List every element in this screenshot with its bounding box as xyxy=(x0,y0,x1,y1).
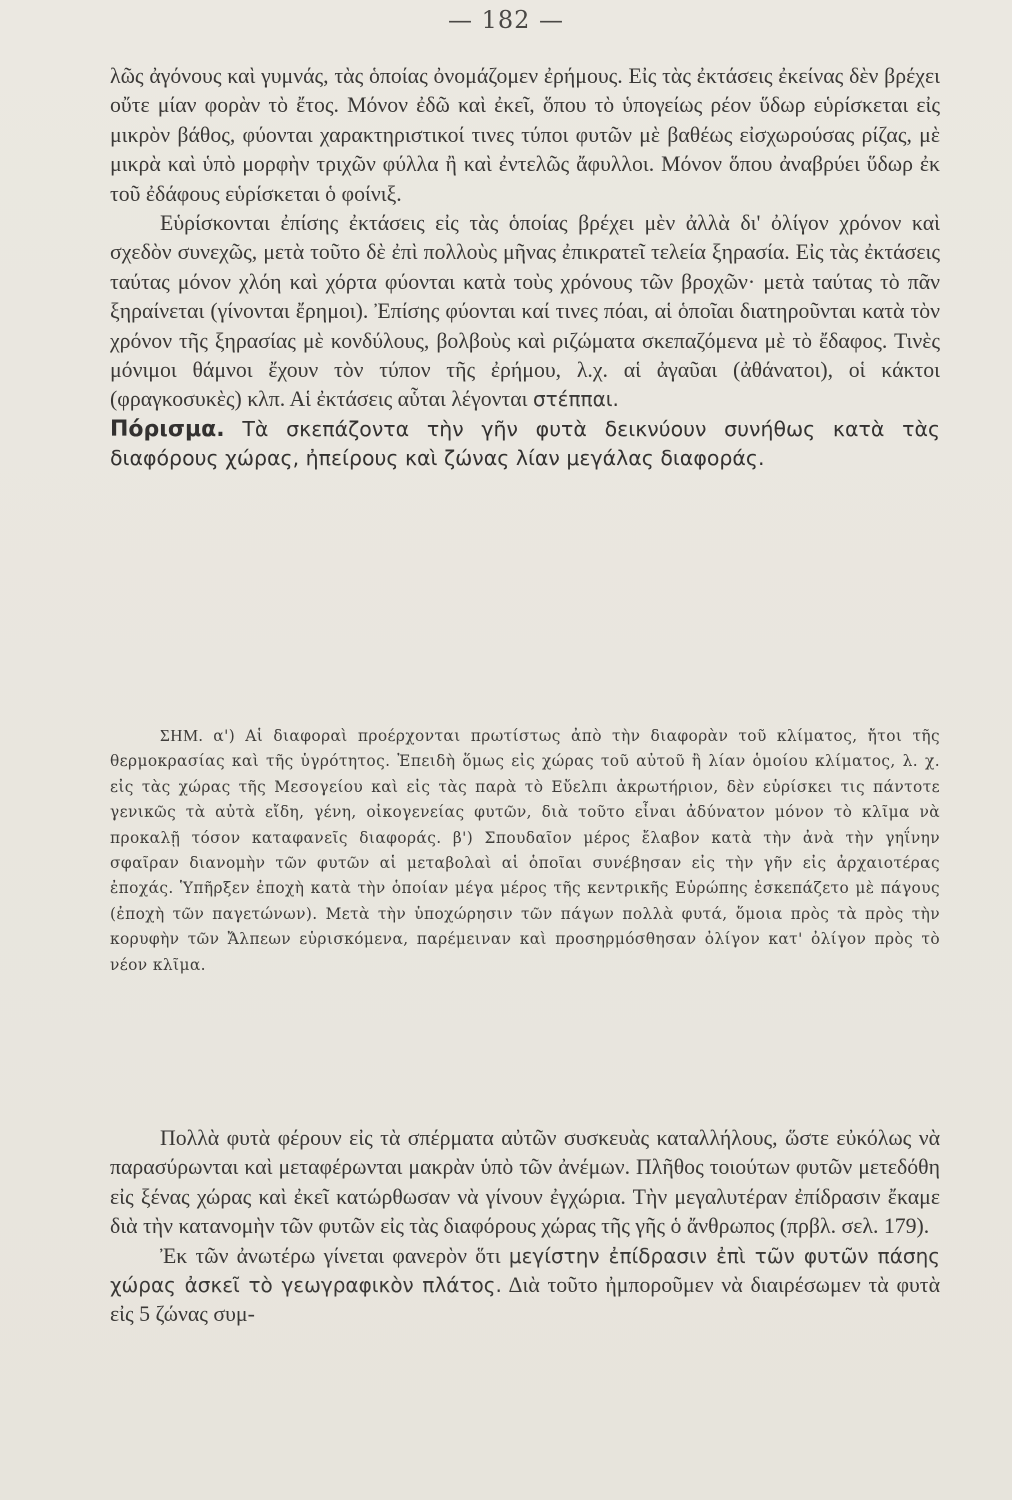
note-text: α') Αἱ διαφοραὶ προέρχονται πρωτίστως ἀπὸ τὴν διαφορὰν τοῦ κλίματος, ἤτοι τῆς θερμοκρασίας καὶ τῆς ὑγρότητος. Ἐπειδὴ ὅμως εἰς χώρας τοῦ αὐτοῦ ἢ λίαν ὁμοίου κλίματος, λ. χ. εἰς τὰς χώρας τῆς Μεσογείου καὶ εἰς τὰς παρὰ τὸ Εὔελπι ἀκρωτήριον, δὲν εὑρίσκει τις πάντοτε γενικῶς τὰ αὐτὰ εἴδη, γένη, οἰκογενείας φυτῶν, διὰ τοῦτο εἶναι ἀδύνατον μόνον τὸ κλῖμα νὰ προκαλῇ τόσον καταφανεῖς διαφοράς. β') Σπουδαῖον μέρος ἔλαβον κατὰ τὴν ἀνὰ τὴν γηΐνην σφαῖραν διανομὴν τῶν φυτῶν αἱ μεταβολαὶ αἱ ὁποῖαι συνέβησαν εἰς τὴν γῆν εἰς ἀρχαιοτέρας ἐποχάς. Ὑπῆρξεν ἐποχὴ κατὰ τὴν ὁποίαν μέγα μέρος τῆς κεντρικῆς Εὐρώπης ἐσκεπάζετο μὲ πάγους (ἐποχὴ τῶν παγετώνων). Μετὰ τὴν ὑποχώρησιν τῶν πάγων πολλὰ φυτά, ὅμοια πρὸς τὰ πρὸς τὴν κορυφὴν τῶν Ἄλπεων εὑρισκόμενα, παρέμειναν καὶ προσηρμόσθησαν ὀλίγον κατ' ὀλίγον πρὸς τὸ νέον κλῖμα. xyxy=(110,727,940,974)
note xyxy=(110,723,940,978)
corollary-text: Τὰ σκεπάζοντα τὴν γῆν φυτὰ δεικνύουν συνήθως κατὰ τὰς διαφόρους χώρας, ἠπείρους καὶ ζώνας λίαν μεγάλας διαφοράς. xyxy=(110,416,940,471)
paragraph-deserts: λῶς ἀγόνους καὶ γυμνάς, τὰς ὁποίας ὀνομάζομεν ἐρήμους. Εἰς τὰς ἐκτάσεις ἐκείνας δὲν βρέχει οὔτε μίαν φορὰν τὸ ἔτος. Μόνον ἐδῶ καὶ ἐκεῖ, ὅπου τὸ ὑπογείως ρέον ὕδωρ εὑρίσκεται εἰς μικρὸν βάθος, φύονται χαρακτηριστικοί τινες τύποι φυτῶν μὲ βαθέως εἰσχωρούσας ρίζας, μὲ μικρὰ καὶ ὑπὸ μορφὴν τριχῶν φύλλα ἢ καὶ ἐντελῶς ἄφυλλοι. Μόνον ὅπου ἀναβρύει ὕδωρ ἐκ τοῦ ἐδάφους εὑρίσκεται ὁ φοίνιξ. xyxy=(110,64,940,206)
note-block xyxy=(110,723,940,978)
corollary-label: Πόρισμα. xyxy=(110,416,225,442)
paragraph-latitude xyxy=(110,1242,940,1330)
paragraph-steppes-text: Εὑρίσκονται ἐπίσης ἐκτάσεις εἰς τὰς ὁποίας βρέχει μὲν ἀλλὰ δι' ὀλίγον χρόνον καὶ σχεδὸν συνεχῶς, μετὰ τοῦτο δὲ ἐπὶ πολλοὺς μῆνας ἐπικρατεῖ τελεία ξηρασία. Εἰς τὰς ἐκτάσεις ταύτας μόνον χλόη καὶ χόρτα φύονται κατὰ τοὺς χρόνους τῶν βροχῶν· μετὰ ταύτας τὸ πᾶν ξηραίνεται (γίνονται ἔρημοι). Ἐπίσης φύονται καί τινες πόαι, αἱ ὁποῖαι διατηροῦνται κατὰ τὸν χρόνον τῆς ξηρασίας μὲ κονδύλους, βολβοὺς καὶ ριζώματα σκεπαζόμενα μὲ τὸ ἔδαφος. Τινὲς μόνιμοι θάμνοι ἔχουν τὸν τύπον τῆς ἐρήμου, λ.χ. αἱ ἀγαῦαι (ἀθάνατοι), οἱ κάκτοι (φραγκοσυκὲς) κλπ. Αἱ ἐκτάσεις αὗται λέγονται xyxy=(110,211,940,412)
page-number: — 182 — xyxy=(447,6,565,34)
latitude-emphasis: μεγίστην ἐπίδρασιν ἐπὶ τῶν φυτῶν πάσης χώρας ἀσκεῖ τὸ γεωγραφικὸν πλάτος. xyxy=(110,1243,940,1298)
note-label: ΣΗΜ. xyxy=(160,726,204,745)
paragraph-seed-dispersal: Πολλὰ φυτὰ φέρουν εἰς τὰ σπέρματα αὐτῶν συσκευὰς καταλλήλους, ὥστε εὐκόλως νὰ παρασύρωνται καὶ μεταφέρωνται μακρὰν ὑπὸ τῶν ἀνέμων. Πλῆθος τοιούτων φυτῶν μετεδόθη εἰς ξένας χώρας καὶ ἐκεῖ κατώρθωσαν νὰ γίνουν ἐγχώρια. Τὴν μεγαλυτέραν ἐπίδρασιν ἔκαμε διὰ τὴν κατανομὴν τῶν φυτῶν εἰς τὰς διαφόρους χώρας τῆς γῆς ὁ ἄνθρωπος (πρβλ. σελ. 179). xyxy=(110,1126,940,1239)
paragraph-latitude-lead: Ἐκ τῶν ἀνωτέρω γίνεται φανερὸν ὅτι xyxy=(160,1243,501,1268)
text-block-lower xyxy=(110,1124,940,1330)
paragraph-latitude-tail: Διὰ τοῦτο ἠμποροῦμεν νὰ διαιρέσωμεν τὰ φυτὰ εἰς 5 ζώνας συμ- xyxy=(110,1273,940,1327)
paragraph-steppes xyxy=(110,209,940,415)
term-steppes: στέππαι. xyxy=(532,387,619,412)
text-block-upper xyxy=(110,62,940,474)
corollary xyxy=(110,415,940,474)
